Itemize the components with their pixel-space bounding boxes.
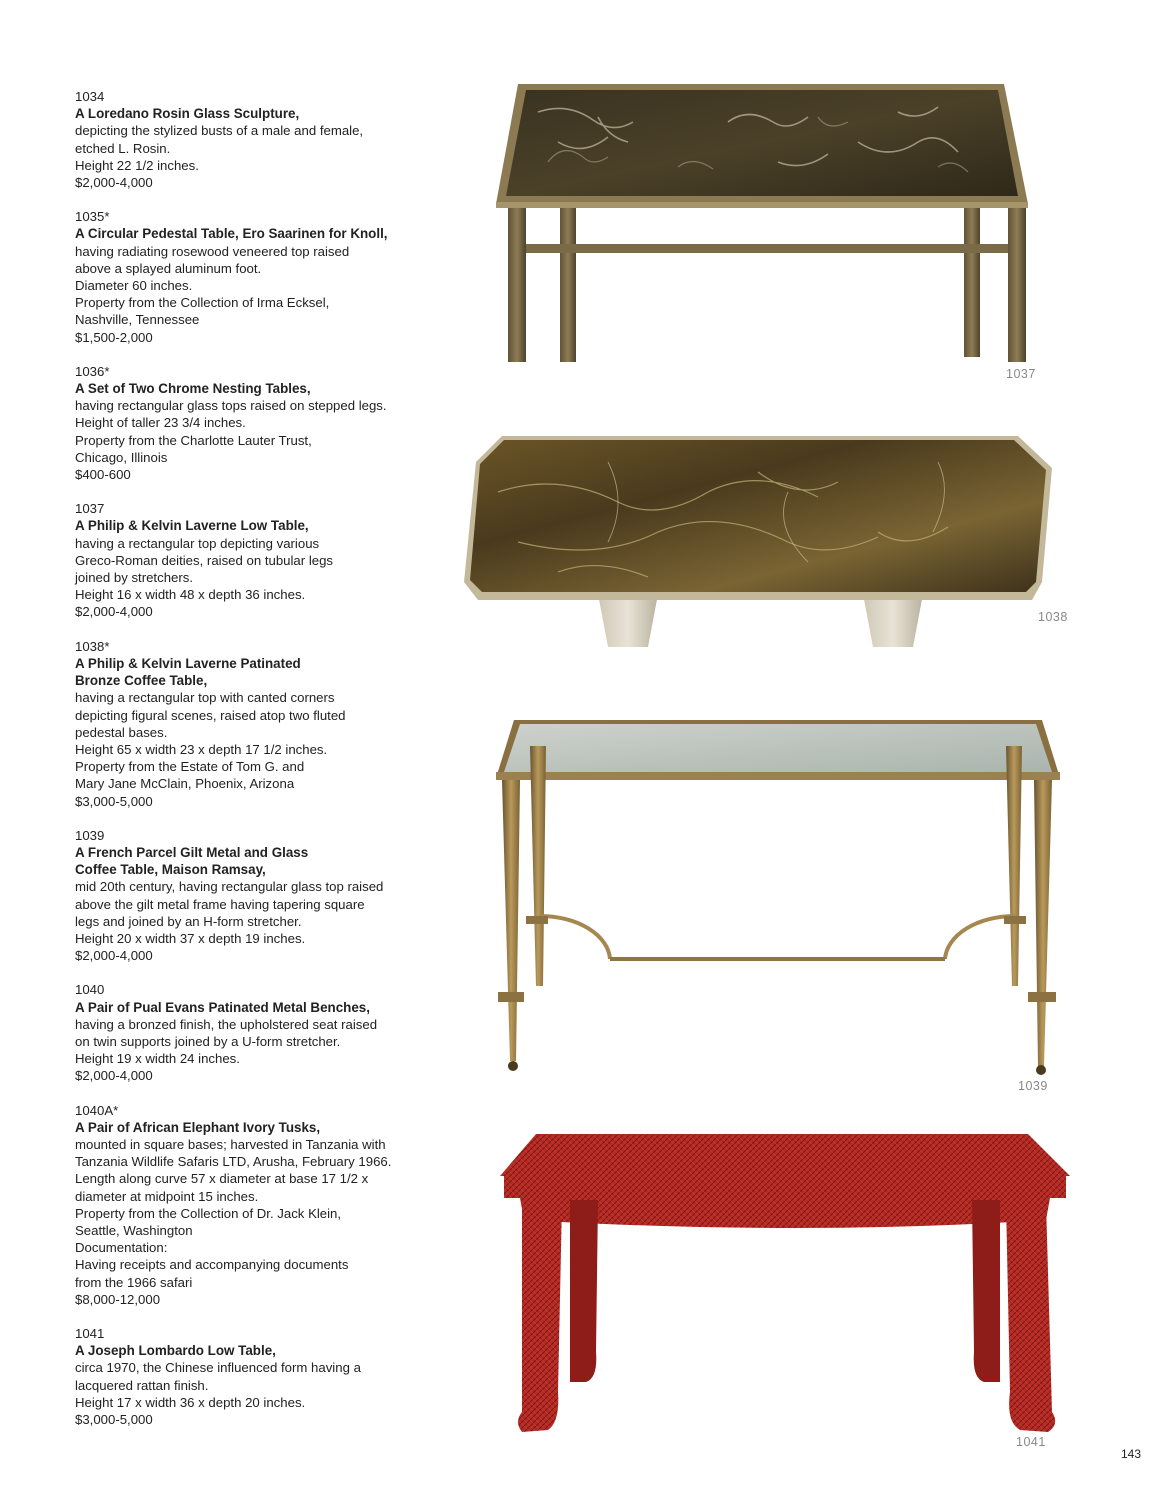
table-leg bbox=[1006, 1202, 1055, 1432]
photo-caption-1039: 1039 bbox=[1018, 1079, 1048, 1093]
lot-description-line: $2,000-4,000 bbox=[75, 948, 153, 964]
lot-description-line: having a rectangular top depicting various bbox=[75, 535, 320, 551]
lot-description-line: diameter at midpoint 15 inches. bbox=[75, 1188, 259, 1204]
lot-description-line: Diameter 60 inches. bbox=[75, 278, 193, 294]
table-leg bbox=[560, 202, 576, 362]
lot-description-line: above the gilt metal frame having tapering square bbox=[75, 896, 365, 912]
lot-description-line: $1,500-2,000 bbox=[75, 329, 153, 345]
lot-number: 1040 bbox=[75, 982, 105, 998]
lot-description-line: from the 1966 safari bbox=[75, 1274, 193, 1290]
lot-description-line: lacquered rattan finish. bbox=[75, 1377, 209, 1393]
lot-number: 1034 bbox=[75, 89, 105, 104]
photo-caption-1041: 1041 bbox=[1016, 1435, 1046, 1449]
lot-number: 1039 bbox=[75, 827, 105, 843]
lot-number: 1038* bbox=[75, 638, 110, 654]
lot-description-line: Greco-Roman deities, raised on tubular legs bbox=[75, 552, 334, 568]
lot-title: A Pair of Pual Evans Patinated Metal Benches, bbox=[75, 999, 370, 1015]
lot-title: A Pair of African Elephant Ivory Tusks, bbox=[75, 1119, 321, 1135]
lot-number: 1036* bbox=[75, 363, 110, 379]
lot-description-line: mid 20th century, having rectangular glass top raised bbox=[75, 879, 384, 895]
lot-description-line: $3,000-5,000 bbox=[75, 793, 153, 809]
lot-description-line: having radiating rosewood veneered top raised bbox=[75, 243, 350, 259]
table-leg bbox=[502, 780, 520, 1061]
table-leg bbox=[508, 202, 526, 362]
lot-description-line: pedestal bases. bbox=[75, 724, 168, 740]
lot-description-line: depicting the stylized busts of a male and female, bbox=[75, 123, 364, 139]
table-leg bbox=[964, 202, 980, 357]
photo-lot-1037 bbox=[478, 72, 1050, 372]
lot-description-line: $2,000-4,000 bbox=[75, 1068, 153, 1084]
lot-description-line: $400-600 bbox=[75, 467, 131, 483]
photo-lot-1038 bbox=[458, 432, 1058, 652]
lot-title: A Philip & Kelvin Laverne Patinated bbox=[75, 655, 301, 671]
lot-description-line: having a bronzed finish, the upholstered seat raised bbox=[75, 1016, 378, 1032]
lot-description-line: Property from the Estate of Tom G. and bbox=[75, 759, 305, 775]
lot-entry bbox=[75, 208, 420, 346]
lot-description-line: $2,000-4,000 bbox=[75, 175, 153, 191]
lot-title: A Philip & Kelvin Laverne Low Table, bbox=[75, 518, 309, 534]
lot-entry bbox=[75, 638, 420, 810]
lot-description-line: Mary Jane McClain, Phoenix, Arizona bbox=[75, 776, 295, 792]
lot-description-line: mounted in square bases; harvested in Tanzania with bbox=[75, 1136, 386, 1152]
photo-caption-1037: 1037 bbox=[1006, 367, 1036, 381]
lot-description-line: Having receipts and accompanying documents bbox=[75, 1257, 349, 1273]
lot-description-line: $8,000-12,000 bbox=[75, 1291, 161, 1307]
lot-description-line: etched L. Rosin. bbox=[75, 140, 171, 156]
photo-lot-1039 bbox=[486, 716, 1068, 1078]
lot-description-line: joined by stretchers. bbox=[75, 570, 194, 586]
lot-description-line: legs and joined by an H-form stretcher. bbox=[75, 913, 302, 929]
lot-number: 1035* bbox=[75, 209, 110, 225]
lot-description-line: Documentation: bbox=[75, 1240, 168, 1256]
lot-description-line: Height 65 x width 23 x depth 17 1/2 inches. bbox=[75, 741, 328, 757]
lot-description-line: Length along curve 57 x diameter at base 17 1/2 x bbox=[75, 1171, 369, 1187]
table-leg bbox=[518, 1202, 562, 1432]
lot-description-line: Property from the Collection of Dr. Jack Klein, bbox=[75, 1205, 342, 1221]
lot-description-line: Seattle, Washington bbox=[75, 1222, 193, 1238]
lot-number: 1037 bbox=[75, 501, 105, 517]
lot-entry bbox=[75, 827, 420, 965]
lot-description-line: Chicago, Illinois bbox=[75, 449, 168, 465]
lot-description-line: $2,000-4,000 bbox=[75, 604, 153, 620]
lot-entry bbox=[75, 363, 420, 483]
lot-title: Bronze Coffee Table, bbox=[75, 673, 208, 689]
lot-description-line: above a splayed aluminum foot. bbox=[75, 260, 262, 276]
lot-description-line: Nashville, Tennessee bbox=[75, 312, 200, 328]
lot-description-line: Property from the Charlotte Lauter Trust, bbox=[75, 432, 312, 448]
lot-description-line: $3,000-5,000 bbox=[75, 1412, 153, 1428]
lot-description-line: Height 20 x width 37 x depth 19 inches. bbox=[75, 930, 306, 946]
lot-entry bbox=[75, 1325, 420, 1428]
table-top bbox=[470, 440, 1046, 592]
lot-description-line: Height 17 x width 36 x depth 20 inches. bbox=[75, 1394, 306, 1410]
lot-title: A Loredano Rosin Glass Sculpture, bbox=[75, 106, 300, 122]
lot-list bbox=[75, 88, 420, 1445]
lot-description-line: Height 16 x width 48 x depth 36 inches. bbox=[75, 587, 306, 603]
lot-number: 1041 bbox=[75, 1326, 105, 1341]
table-leg bbox=[1034, 780, 1052, 1066]
lot-description-line: circa 1970, the Chinese influenced form having a bbox=[75, 1360, 361, 1376]
lot-description-line: depicting figural scenes, raised atop two fluted bbox=[75, 707, 346, 723]
table-leg bbox=[1008, 202, 1026, 362]
lot-description-line: Property from the Collection of Irma Ecksel, bbox=[75, 295, 330, 311]
lot-description-line: having rectangular glass tops raised on stepped legs. bbox=[75, 398, 387, 414]
lot-title: A French Parcel Gilt Metal and Glass bbox=[75, 844, 309, 860]
lot-description-line: on twin supports joined by a U-form stretcher. bbox=[75, 1033, 341, 1049]
page-number: 143 bbox=[1121, 1447, 1142, 1461]
lot-entry bbox=[75, 981, 420, 1084]
lot-description-line: Height 19 x width 24 inches. bbox=[75, 1051, 240, 1067]
photo-lot-1041 bbox=[500, 1132, 1072, 1438]
lot-entry bbox=[75, 500, 420, 620]
lot-number: 1040A* bbox=[75, 1102, 119, 1118]
lot-description-line: Height of taller 23 3/4 inches. bbox=[75, 415, 246, 431]
lot-title: A Set of Two Chrome Nesting Tables, bbox=[75, 381, 311, 397]
lot-entry bbox=[75, 1102, 420, 1308]
lot-title: A Joseph Lombardo Low Table, bbox=[75, 1343, 276, 1359]
lot-description-line: having a rectangular top with canted corners bbox=[75, 690, 335, 706]
lot-title: A Circular Pedestal Table, Ero Saarinen for Knoll, bbox=[75, 226, 388, 242]
lot-description-line: Tanzania Wildlife Safaris LTD, Arusha, February 1966. bbox=[75, 1154, 392, 1170]
lot-description-line: Height 22 1/2 inches. bbox=[75, 157, 199, 173]
lot-entry bbox=[75, 88, 420, 191]
table-leg bbox=[530, 746, 546, 986]
photo-caption-1038: 1038 bbox=[1038, 610, 1068, 624]
table-leg bbox=[1006, 746, 1022, 986]
apron bbox=[520, 1198, 1050, 1228]
glass-top bbox=[504, 724, 1052, 772]
table-top bbox=[506, 90, 1018, 196]
table-top bbox=[500, 1134, 1070, 1176]
pedestal-base bbox=[598, 594, 658, 647]
lot-title: Coffee Table, Maison Ramsay, bbox=[75, 862, 266, 878]
pedestal-base bbox=[863, 594, 923, 647]
